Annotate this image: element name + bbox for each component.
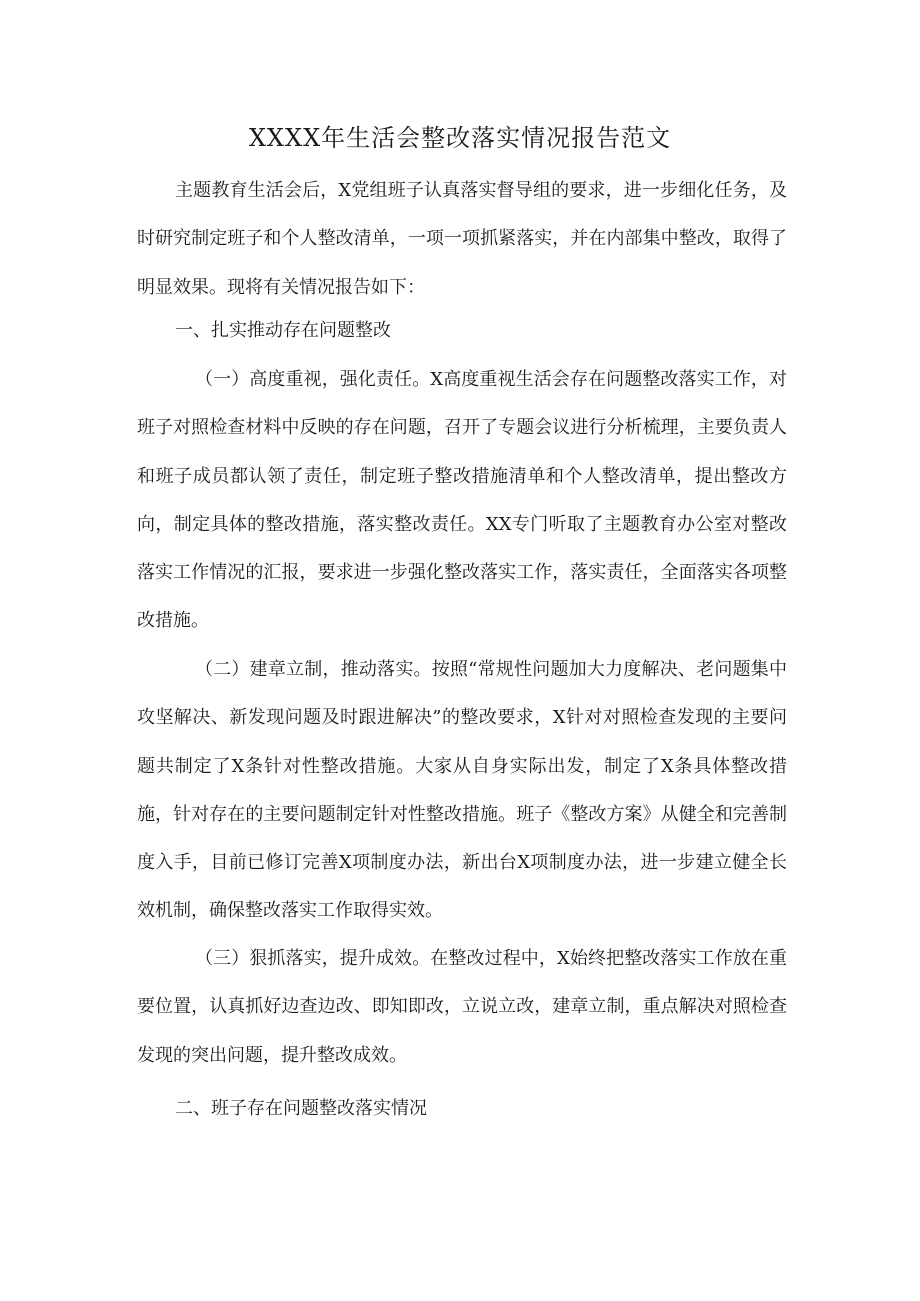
section-heading-1: 一、扎实推动存在问题整改: [175, 320, 391, 341]
section-heading-2: 二、班子存在问题整改落实情况: [175, 1098, 427, 1119]
document-title: XXXX年生活会整改落实情况报告范文: [248, 124, 672, 152]
paragraph-3: （三）狠抓落实，提升成效。在整改过程中，X始终把整改落实工作放在重要位置，认真抓好边查边改、即知即改，立说立改，建章立制，重点解决对照检查发现的突出问题，提升整改成效。: [137, 948, 787, 1066]
paragraph-2: （二）建章立制，推动落实。按照“常规性问题加大力度解决、老问题集中攻坚解决、新发现问题及时跟进解决”的整改要求，X针对对照检查发现的主要问题共制定了X条针对性整改措施。大家从自身实际出发，制定了X条具体整改措施，针对存在的主要问题制定针对性整改措施。班子《整改方案》从健全和完善制度入手，目前已修订完善X项制度办法，新出台X项制度办法，进一步建立健全长效机制，确保整改落实工作取得实效。: [137, 659, 787, 922]
paragraph-1: （一）高度重视，强化责任。X高度重视生活会存在问题整改落实工作，对班子对照检查材料中反映的存在问题，召开了专题会议进行分析梳理，主要负责人和班子成员都认领了责任，制定班子整改措施清单和个人整改清单，提出整改方向，制定具体的整改措施，落实整改责任。XX专门听取了主题教育办公室对整改落实工作情况的汇报，要求进一步强化整改落实工作，落实责任，全面落实各项整改措施。: [137, 369, 787, 632]
intro-paragraph: 主题教育生活会后，X党组班子认真落实督导组的要求，进一步细化任务，及时研究制定班子和个人整改清单，一项一项抓紧落实，并在内部集中整改，取得了明显效果。现将有关情况报告如下：: [137, 180, 787, 298]
